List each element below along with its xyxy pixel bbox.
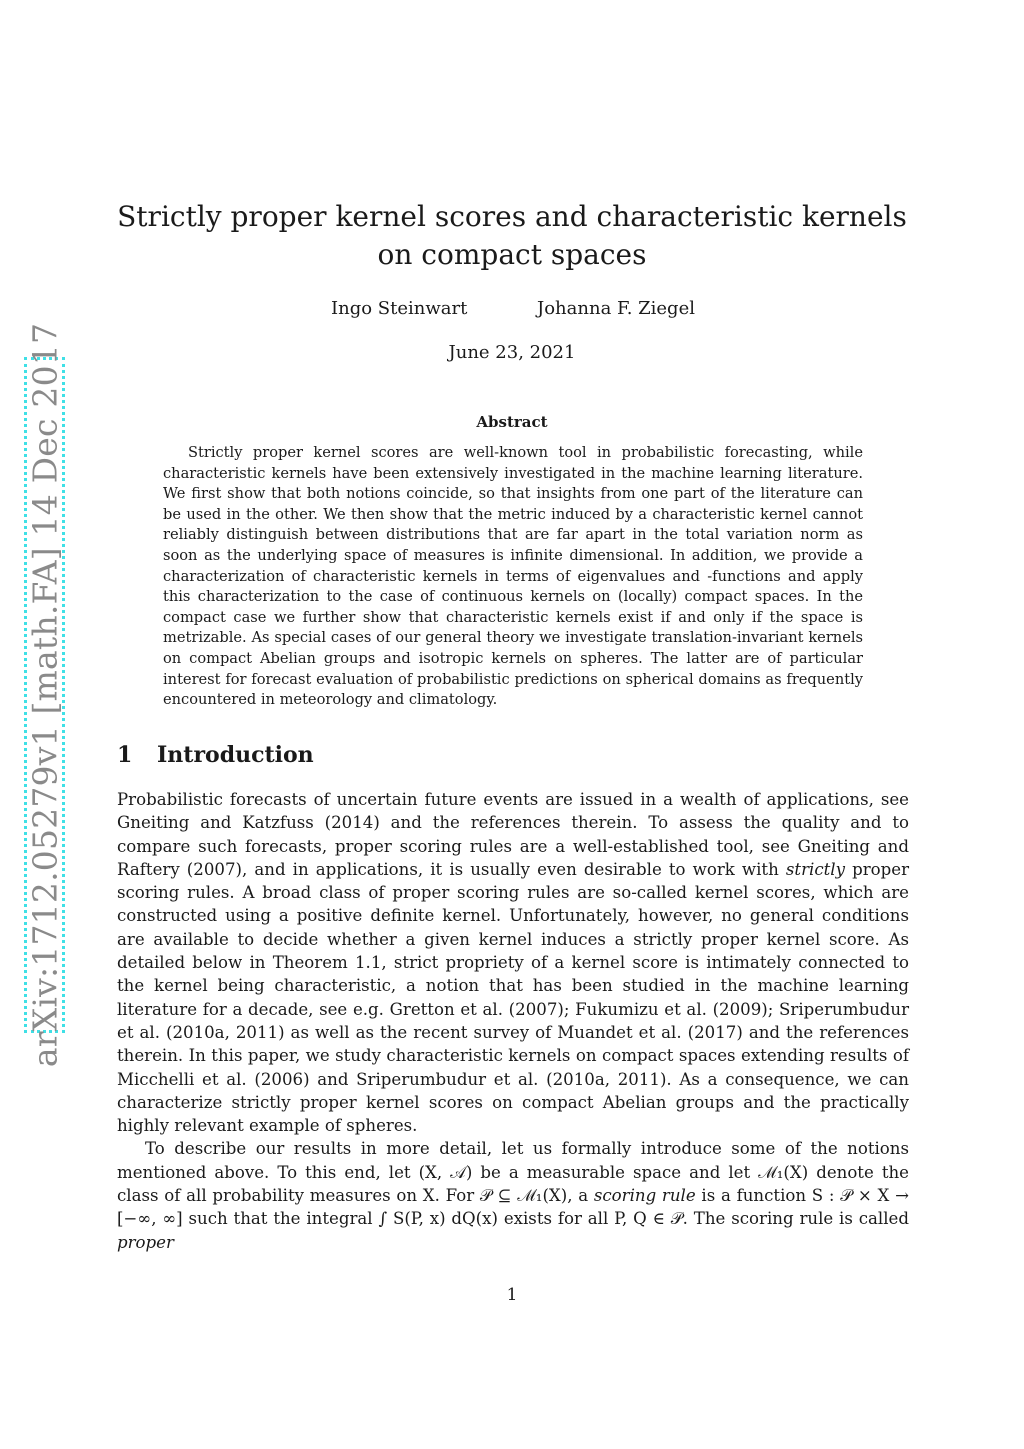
emphasis-text: strictly bbox=[785, 859, 845, 879]
author-name: Ingo Steinwart bbox=[331, 298, 468, 319]
paragraph-text: Probabilistic forecasts of uncertain future events are issued in a wealth of applications, see Gneiting and Katzfuss (2014) and the references therein. To assess the quality and to compare such forecasts, proper scoring rules are a well-established tool, see Gneiting and Raftery (2007), and in applications, it is usually even desirable to work with bbox=[117, 790, 909, 879]
section-number: 1 bbox=[117, 742, 133, 768]
emphasis-text: proper bbox=[117, 1232, 174, 1252]
author-name: Johanna F. Ziegel bbox=[537, 298, 695, 319]
paper-title: Strictly proper kernel scores and characteristic kernels on compact spaces bbox=[117, 200, 907, 271]
paragraph-text: is a function S : 𝒫 × X → [−∞, ∞] such that the integral ∫ S(P, x) dQ(x) exists for all P, Q ∈ 𝒫. The scoring rule is called bbox=[117, 1186, 909, 1229]
arxiv-identifier: arXiv:1712.05279v1 [math.FA] 14 Dec 2017 bbox=[25, 322, 65, 1068]
abstract-heading: Abstract bbox=[476, 413, 548, 431]
paper-date: June 23, 2021 bbox=[448, 342, 576, 363]
introduction-paragraph bbox=[117, 788, 909, 1137]
page-number: 1 bbox=[506, 1285, 518, 1305]
section-heading bbox=[117, 742, 314, 768]
author-list bbox=[0, 298, 1024, 326]
section-title: Introduction bbox=[157, 742, 314, 768]
abstract-text: Strictly proper kernel scores are well-known tool in probabilistic forecasting, while characteristic kernels have been extensively investigated in the machine learning literature. We first show that both notions coincide, so that insights from one part of the literature can be used in the other. We then show that the metric induced by a characteristic kernel cannot reliably distinguish between distributions that are far apart in the total variation norm as soon as the underlying space of measures is infinite dimensional. In addition, we provide a characterization of characteristic kernels in terms of eigenvalues and -functions and apply this characterization to the case of continuous kernels on (locally) compact spaces. In the compact case we further show that characteristic kernels exist if and only if the space is metrizable. As special cases of our general theory we investigate translation-invariant kernels on compact Abelian groups and isotropic kernels on spheres. The latter are of particular interest for forecast evaluation of probabilistic predictions on spherical domains as frequently encountered in meteorology and climatology. bbox=[163, 444, 863, 709]
paragraph-text: To describe our results in more detail, let us formally introduce some of the notions mentioned above. To this end, let (X, 𝒜) be a measurable space and let ℳ₁(X) denote the class of all probability measures on X. For 𝒫 ⊆ ℳ₁(X), a bbox=[117, 1139, 909, 1206]
emphasis-text: scoring rule bbox=[593, 1186, 696, 1206]
introduction-body bbox=[117, 788, 909, 1254]
introduction-paragraph bbox=[117, 1137, 909, 1253]
paragraph-text: proper scoring rules. A broad class of proper scoring rules are so-called kernel scores, which are constructed using a positive definite kernel. Unfortunately, however, no general conditions are available to decide whether a given kernel induces a strictly proper kernel score. As detailed below in Theorem 1.1, strict propriety of a kernel score is intimately connected to the kernel being characteristic, a notion that has been studied in the machine learning literature for a decade, see e.g. Gretton et al. (2007); Fukumizu et al. (2009); Sriperumbudur et al. (2010a, 2011) as well as the recent survey of Muandet et al. (2017) and the references therein. In this paper, we study characteristic kernels on compact spaces extending results of Micchelli et al. (2006) and Sriperumbudur et al. (2010a, 2011). As a consequence, we can characterize strictly proper kernel scores on compact Abelian groups and the practically highly relevant example of spheres. bbox=[117, 859, 909, 1136]
